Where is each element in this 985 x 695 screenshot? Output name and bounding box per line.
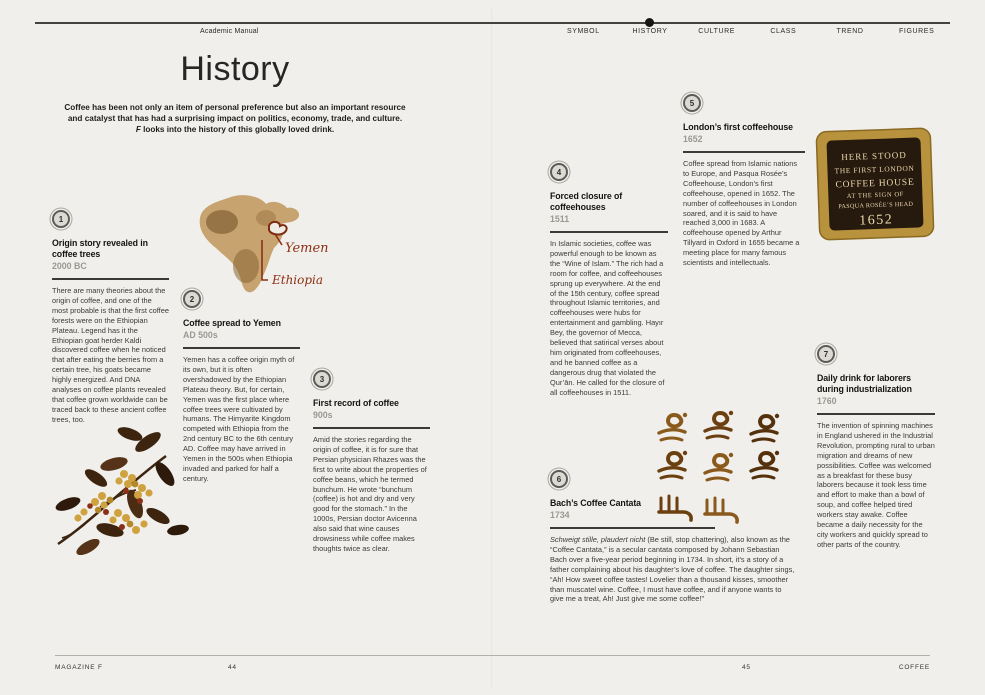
- intro-line2: and catalyst that has had a surprising impact on politics, economy, trade, and culture.: [67, 114, 403, 123]
- section-title: First record of coffee: [313, 398, 399, 408]
- section-title: Bach’s Coffee Cantata: [550, 498, 641, 508]
- section-number-badge: 7: [817, 345, 835, 363]
- map-label-ethiopia: Ethiopia: [272, 273, 324, 287]
- page-crease: [491, 8, 493, 688]
- sign-line-6: 1652: [859, 212, 894, 229]
- intro-paragraph: [60, 102, 410, 135]
- section-rule: [313, 427, 430, 429]
- section-number-badge: 4: [550, 163, 568, 181]
- manual-label: Academic Manual: [200, 28, 259, 35]
- section-rule: [817, 413, 935, 415]
- section-origin-story: [52, 210, 169, 425]
- section-date: 1734: [550, 510, 570, 520]
- tab-figures: FIGURES: [899, 28, 935, 35]
- section-date: 900s: [313, 410, 333, 420]
- yemen-highlight-outline: [269, 222, 287, 235]
- section-body: In Islamic societies, coffee was powerful enough to be known as the “Wine of Islam.” The rich had a room for coffee, and coffeehouses sprung up everywhere. At the end of the 15th century, coffee spread throughout Islamic territories, and coffeehouses were hubs for entertainment and gambling. Hayır Bey, the governor of Mecca, believed that satirical verses about him originated from coffeehouses, and he banned coffee as a dangerous drug that violated the Qur’ān. He called for the closure of all coffeehouses in 1511.: [550, 239, 665, 397]
- section-tabs: [550, 28, 950, 35]
- sign-line-1: HERE STOOD: [841, 149, 907, 163]
- section-title: Coffee spread to Yemen: [183, 318, 281, 328]
- page-title: History: [180, 50, 290, 88]
- section-rule: [683, 151, 805, 153]
- section-body: There are many theories about the origin of coffee, and one of the most probable is that the first coffee forests were on the Ethiopian Plateau. Legend has it the Ethiopian goat herder Kaldi discovered coffee when he noticed that after eating the berries from a certain tree, his goats became highly energized. And DNA analyses on coffee plants revealed that coffee grown worldwide can be traced back to these ancient coffee trees, too.: [52, 286, 169, 424]
- tab-symbol: SYMBOL: [566, 28, 600, 35]
- section-rule: [52, 278, 169, 280]
- section-body: Amid the stories regarding the origin of coffee, it is for sure that Persian physician Rhazes was the first to write about the properties of coffee beans, which he termed bunchum. He wrote “bunchum (coffee) is hot and dry and very good for the stomach.” In the 1000s, Persian doctor Avicenna also said that wine causes drowsiness while coffee makes thoughts twice as clear.: [313, 435, 427, 553]
- section-rule: [183, 347, 300, 349]
- section-london-coffeehouse: [683, 94, 805, 268]
- section-rule: [550, 231, 668, 233]
- section-body: [550, 535, 795, 604]
- map-label-yemen: Yemen: [285, 241, 329, 256]
- section-number-badge: 5: [683, 94, 701, 112]
- tab-culture: CULTURE: [698, 28, 736, 35]
- section-first-record: [313, 370, 430, 554]
- tab-class: CLASS: [770, 28, 797, 35]
- cantata-german-title: Schweigt stille, plaudert nicht: [550, 535, 646, 544]
- section-title: Daily drink for laborers during industrialization: [817, 373, 912, 394]
- intro-line3: looks into the history of this globally loved drink.: [140, 125, 335, 134]
- section-body: The invention of spinning machines in England ushered in the Industrial Revolution, prompting rural to urban migration and dreams of new possibilities. Coffee was welcomed as a breakfast for these busy laborers because it took less time and effort to make than a bowl of soup, and coffee helped tired workers stay awake. Coffee became a daily necessity for the city workers and quickly spread to other parts of the country.: [817, 421, 935, 549]
- section-title: Origin story revealed in coffee trees: [52, 238, 148, 259]
- footer-magazine-label: MAGAZINE F: [55, 664, 103, 671]
- section-daily-drink: [817, 345, 935, 550]
- footer-rule: [55, 655, 930, 656]
- sign-line-2: THE FIRST LONDON: [834, 163, 915, 176]
- section-number-badge: 3: [313, 370, 331, 388]
- section-body: Yemen has a coffee origin myth of its own, but it is often overshadowed by the Ethiopian Plateau theory. But, for certain, Yemen was the first place where coffee trees were cultivated by humans. The Himyarite Kingdom competed with Ethiopia from the 2nd century BC to the 6th century AD. Coffee may have arrived in Yemen in the 500s when Ethiopia invaded and parked for half a century.: [183, 355, 295, 483]
- tab-history: HISTORY: [632, 28, 668, 35]
- section-date: 1652: [683, 134, 703, 144]
- page-number-left: 44: [228, 664, 237, 671]
- section-forced-closure: [550, 163, 668, 398]
- coffee-branch-illustration: [40, 412, 190, 567]
- section-number-badge: 1: [52, 210, 70, 228]
- section-spread-to-yemen: [183, 290, 300, 484]
- section-date: 1511: [550, 214, 570, 224]
- section-date: 2000 BC: [52, 261, 87, 271]
- cantata-body-text: (Be still, stop chattering), also known as the “Coffee Cantata,” is a secular cantata composed by Johann Sebastian Bach over a five-year period beginning in 1734. In short, it’s a story of a father complaining about his daughter’s love of coffee. The daughter sings, “Ah! How sweet coffee tastes! Lovelier than a thousand kisses, smoother than muscatel wine. Coffee, I must have coffee, and if anyone wants to give me a treat, Ah! Just give me some coffee!”: [550, 535, 795, 604]
- section-title: London’s first coffeehouse: [683, 122, 793, 132]
- intro-line1: Coffee has been not only an item of personal preference but also an important resource: [64, 103, 406, 112]
- active-tab-dot: [645, 18, 654, 27]
- intro-f-italic: F: [135, 125, 141, 134]
- section-date: AD 500s: [183, 330, 218, 340]
- page-number-right: 45: [742, 664, 751, 671]
- section-number-badge: 2: [183, 290, 201, 308]
- coffeehouse-sign-illustration: [814, 126, 936, 242]
- section-rule: [550, 527, 715, 529]
- sign-line-5: PASQUA ROSÉE’S HEAD: [838, 200, 914, 211]
- section-body: Coffee spread from Islamic nations to Europe, and Pasqua Rosée’s Coffeehouse, London’s first coffeehouse, opened in 1652. The number of coffeehouses in London soared, and it is said to have reached 3,000 in 1683. A coffeehouse opened by Arthur Tillyard in Oxford in 1655 became a meeting place for many famous scientists and intellectuals.: [683, 159, 800, 268]
- sign-line-4: AT THE SIGN OF: [846, 190, 905, 200]
- section-number-badge: 6: [550, 470, 568, 488]
- sign-line-3: COFFEE HOUSE: [835, 177, 915, 191]
- tab-trend: TREND: [836, 28, 864, 35]
- section-bach-cantata: [550, 470, 795, 604]
- section-date: 1760: [817, 396, 837, 406]
- section-title: Forced closure of coffeehouses: [550, 191, 623, 212]
- footer-subject-label: COFFEE: [898, 664, 930, 671]
